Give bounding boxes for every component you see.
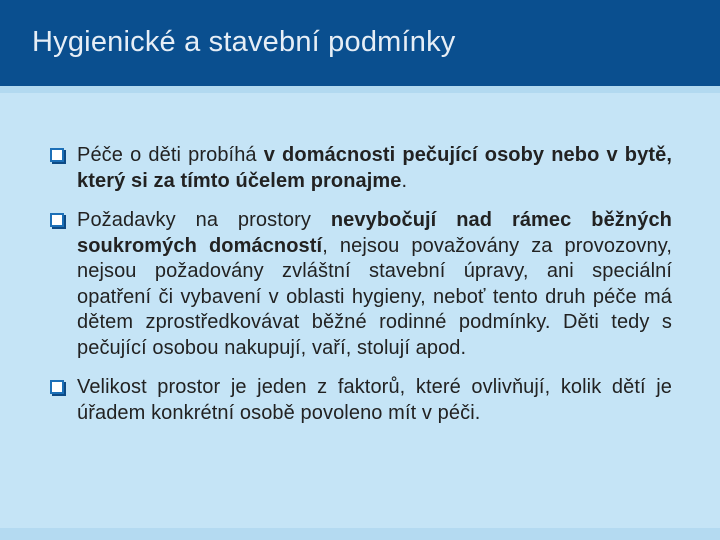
slide-title: Hygienické a stavební podmínky [32,26,456,58]
bullet-text: Péče o děti probíhá [77,144,264,166]
bullet-text: Požadavky na prostory [77,209,331,231]
header-accent-strip [0,86,720,93]
bullet-item-1 [50,143,672,194]
bullet-text: , nejsou považovány za provozovny, nejsou požadovány zvláštní stavební úpravy, ani speciální opatření či vybavení v oblasti hygieny, neboť tento druh péče má dětem zprostředkovávat běžné rodinné podmínky. Děti tedy s pečující osobou nakupují, vaří, stolují apod. [77,234,672,359]
bullet-item-2 [50,208,672,361]
square-bullet-icon [50,148,64,162]
bullet-item-3 [50,375,672,426]
square-bullet-icon [50,213,64,227]
bullet-bold-text: v domácnosti pečující osoby nebo v bytě, který si za tímto účelem pronajme [77,144,672,192]
square-bullet-icon [50,380,64,394]
bullet-text: . [401,169,408,192]
bullet-text: Velikost prostor je jeden z faktorů, které ovlivňují, kolik dětí je úřadem konkrétní osobě povoleno mít v péči. [77,376,672,424]
slide-header [0,0,720,86]
bullet-bold-text: nevybočují nad rámec běžných soukromých domácností [77,209,672,257]
slide-content [50,143,672,440]
footer-strip [0,528,720,540]
